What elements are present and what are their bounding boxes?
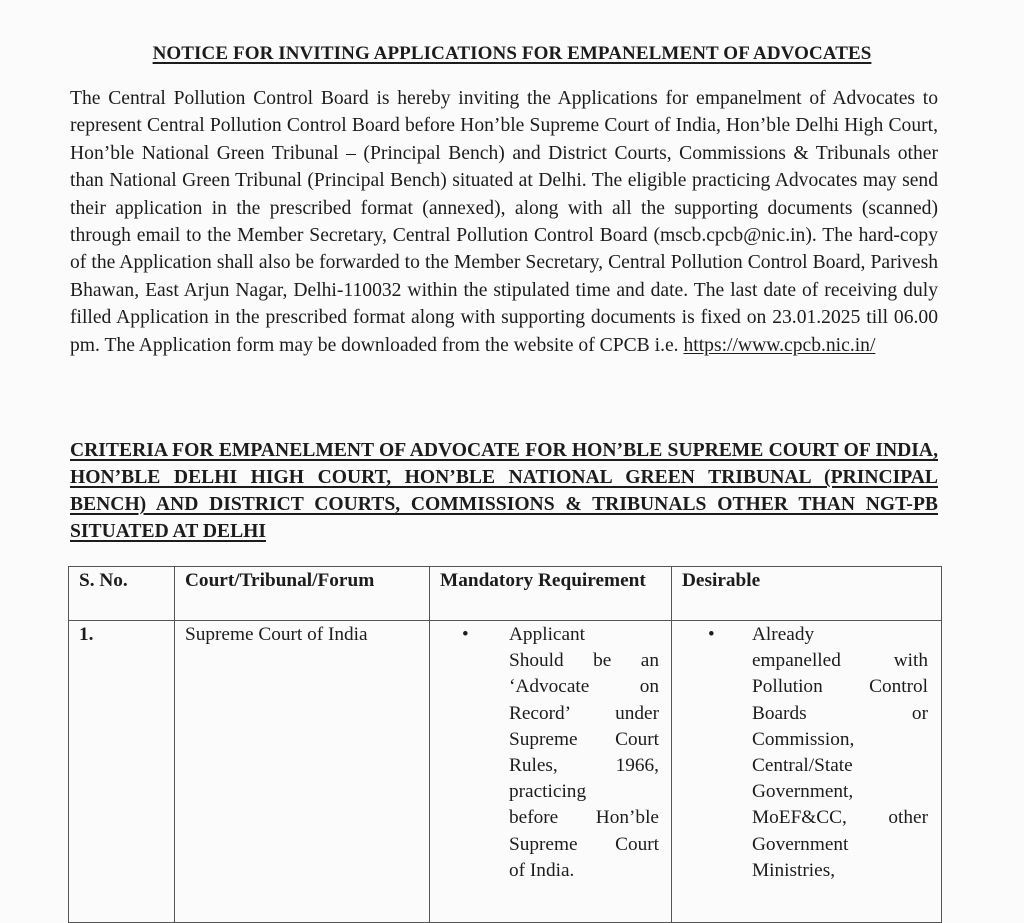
cell-mandatory (430, 621, 672, 923)
table-row (69, 621, 942, 923)
text-line: Central/State (752, 754, 853, 776)
criteria-heading-text: CRITERIA FOR EMPANELMENT OF ADVOCATE FOR HON’BLE SUPREME COURT OF INDIA, HON’BLE DELHI HIGH COURT, HON’BLE NATIONAL GREEN TRIBUNAL (PRINCIPAL BENCH) AND DISTRICT COURTS, COMMISSIONS & TRIBUNALS OTHER THAN NGT-PB SITUATED AT DELHI (70, 440, 938, 542)
text-line: Supreme Court (509, 833, 659, 855)
text-line: Ministries, (752, 859, 836, 881)
text-line: before Hon’ble (509, 807, 659, 829)
criteria-heading (70, 437, 938, 545)
header-court: Court/Tribunal/Forum (175, 567, 430, 621)
text-line: Applicant (509, 624, 586, 645)
text-line: Government, (752, 781, 854, 803)
text-line: Pollution Control (752, 676, 928, 698)
notice-paragraph-text: The Central Pollution Control Board is hereby inviting the Applications for empanelment of Advocates to represent Central Pollution Control Board before Hon’ble Supreme Court of India, Hon’ble Delhi High Court, Hon’ble National Green Tribunal – (Principal Bench) and District Courts, Commissions & Tribunals other than National Green Tribunal (Principal Bench) situated at Delhi. The eligible practicing Advocates may send their application in the prescribed format (annexed), along with all the supporting documents (scanned) through email to the Member Secretary, Central Pollution Control Board (mscb.cpcb@nic.in). The hard-copy of the Application shall also be forwarded to the Member Secretary, Central Pollution Control Board, Parivesh Bhawan, East Arjun Nagar, Delhi-110032 within the stipulated time and date. The last date of receiving duly filled Application in the prescribed format along with supporting documents is fixed on 23.01.2025 till 06.00 pm. The Application form may be downloaded from the website of CPCB i.e. (70, 88, 938, 356)
text-line: empanelled with (752, 650, 928, 672)
mandatory-text (509, 622, 659, 884)
cell-sno: 1. (69, 621, 175, 923)
cpcb-website-link[interactable]: https://www.cpcb.nic.in/ (683, 334, 876, 356)
text-line: Should be an (509, 650, 659, 672)
criteria-table (68, 566, 942, 923)
header-desirable: Desirable (672, 567, 942, 621)
table-header-row (69, 567, 942, 621)
text-line: Commission, (752, 728, 855, 750)
text-line: Record’ under (509, 702, 659, 724)
text-line: Boards or (752, 702, 928, 724)
text-line: of India. (509, 859, 575, 881)
notice-paragraph (70, 85, 938, 359)
text-line: Government (752, 833, 849, 855)
text-line: Supreme Court (509, 728, 659, 750)
bullet-icon: • (462, 624, 469, 645)
text-line: MoEF&CC, other (752, 807, 928, 829)
text-line: Already (752, 624, 815, 645)
notice-title (0, 43, 1024, 65)
desirable-text (752, 622, 928, 884)
text-line: ‘Advocate on (509, 676, 659, 698)
cell-court: Supreme Court of India (175, 621, 430, 923)
bullet-icon: • (708, 624, 715, 645)
header-mandatory: Mandatory Requirement (430, 567, 672, 621)
cell-desirable (672, 621, 942, 923)
text-line: Rules, 1966, (509, 754, 659, 776)
notice-title-text: NOTICE FOR INVITING APPLICATIONS FOR EMPANELMENT OF ADVOCATES (152, 43, 872, 64)
header-sno: S. No. (69, 567, 175, 621)
text-line: practicing (509, 781, 587, 803)
